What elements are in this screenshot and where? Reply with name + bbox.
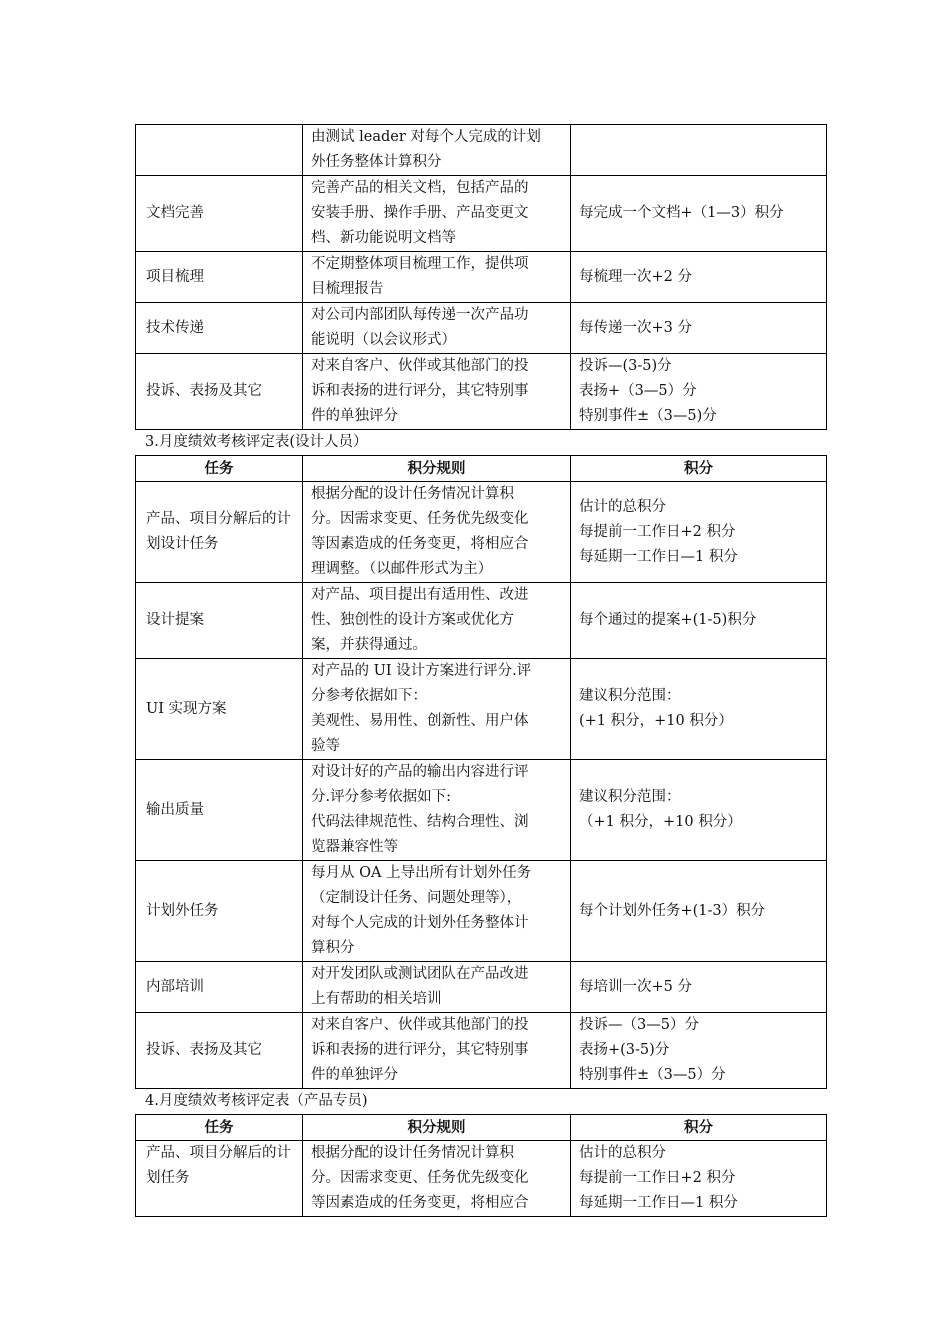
score-line: (+1 积分，+10 积分） xyxy=(579,713,733,729)
rule-line: 等因素造成的任务变更，将相应合 xyxy=(311,536,529,552)
rule-cell xyxy=(303,303,571,354)
task-cell xyxy=(136,583,303,659)
rule-line: 诉和表扬的进行评分，其它特别事 xyxy=(311,383,529,399)
rule-cell xyxy=(303,861,571,962)
score-cell xyxy=(571,962,827,1013)
task-cell xyxy=(136,354,303,430)
score-cell xyxy=(571,125,827,176)
score-cell xyxy=(571,354,827,430)
rule-line: 对来自客户、伙伴或其他部门的投 xyxy=(311,1017,529,1033)
score-line: 每延期一工作日—1 积分 xyxy=(579,1195,738,1211)
rule-line: 诉和表扬的进行评分，其它特别事 xyxy=(311,1042,529,1058)
task-cell xyxy=(136,861,303,962)
score-line: 估计的总积分 xyxy=(579,1145,666,1161)
table-row xyxy=(136,962,827,1013)
score-line: 每培训一次+5 分 xyxy=(579,978,692,995)
rule-line: 分。因需求变更、任务优先级变化 xyxy=(311,511,529,527)
header-rule: 积分规则 xyxy=(303,1115,571,1141)
score-cell xyxy=(571,252,827,303)
rule-line: 安装手册、操作手册、产品变更文 xyxy=(311,205,529,221)
rule-cell xyxy=(303,583,571,659)
rule-line: 由测试 leader 对每个人完成的计划 xyxy=(311,129,541,145)
task-label: UI 实现方案 xyxy=(146,700,227,717)
rule-cell xyxy=(303,125,571,176)
rule-line: 美观性、易用性、创新性、用户体 xyxy=(311,713,529,729)
score-cell xyxy=(571,659,827,760)
table-row xyxy=(136,760,827,861)
rule-line: （定制设计任务、问题处理等）， xyxy=(311,890,522,906)
rule-line: 对产品的 UI 设计方案进行评分.评 xyxy=(311,663,532,679)
rule-line: 对产品、项目提出有适用性、改进 xyxy=(311,587,529,603)
rule-line: 件的单独评分 xyxy=(311,1067,398,1083)
header-task: 任务 xyxy=(136,1115,303,1141)
task-cell xyxy=(136,760,303,861)
score-line: 建议积分范围： xyxy=(579,789,681,805)
table-row xyxy=(136,1141,827,1217)
task-label: 投诉、表扬及其它 xyxy=(146,383,262,399)
task-cell xyxy=(136,252,303,303)
header-score: 积分 xyxy=(571,456,827,482)
table-header-row xyxy=(136,1115,827,1141)
task-cell xyxy=(136,1141,303,1217)
rule-cell xyxy=(303,962,571,1013)
score-line: 表扬+（3—5）分 xyxy=(579,383,697,399)
task-label: 产品、项目分解后的计划任务 xyxy=(146,1145,291,1186)
table-row xyxy=(136,252,827,303)
score-cell xyxy=(571,760,827,861)
rule-line: 能说明（以会议形式） xyxy=(311,332,456,348)
task-cell xyxy=(136,1013,303,1089)
task-cell xyxy=(136,176,303,252)
rule-line: 根据分配的设计任务情况计算积 xyxy=(311,1145,514,1161)
score-cell xyxy=(571,861,827,962)
task-cell xyxy=(136,303,303,354)
score-cell xyxy=(571,1141,827,1217)
table-section4 xyxy=(135,1114,827,1217)
score-line: 投诉—（3—5）分 xyxy=(579,1017,699,1033)
task-label: 设计提案 xyxy=(146,612,204,628)
rule-line: 分。因需求变更、任务优先级变化 xyxy=(311,1170,529,1186)
rule-line: 对设计好的产品的输出内容进行评 xyxy=(311,764,529,780)
header-task: 任务 xyxy=(136,456,303,482)
task-label: 内部培训 xyxy=(146,978,204,995)
rule-line: 件的单独评分 xyxy=(311,408,398,424)
table-row xyxy=(136,354,827,430)
table-row xyxy=(136,659,827,760)
rule-line: 验等 xyxy=(311,738,340,754)
score-cell xyxy=(571,1013,827,1089)
rule-line: 每月从 OA 上导出所有计划外任务 xyxy=(311,865,532,881)
task-cell xyxy=(136,125,303,176)
rule-line: 根据分配的设计任务情况计算积 xyxy=(311,486,514,502)
task-cell xyxy=(136,962,303,1013)
table-row xyxy=(136,176,827,252)
table-row xyxy=(136,583,827,659)
table-row xyxy=(136,1013,827,1089)
section-3-title: 3.月度绩效考核评定表(设计人员） xyxy=(145,434,368,450)
task-cell xyxy=(136,659,303,760)
table-row xyxy=(136,125,827,176)
rule-line: 分.评分参考依据如下: xyxy=(311,789,451,805)
rule-line: 案，并获得通过。 xyxy=(311,637,427,653)
score-line: 特别事件±（3—5)分 xyxy=(579,408,717,424)
score-cell xyxy=(571,583,827,659)
score-line: 每梳理一次+2 分 xyxy=(579,268,692,285)
rule-line: 不定期整体项目梳理工作，提供项 xyxy=(311,256,529,272)
rule-line: 览器兼容性等 xyxy=(311,839,398,855)
score-line: 每传递一次+3 分 xyxy=(579,319,692,336)
rule-line: 外任务整体计算积分 xyxy=(311,154,442,170)
task-label: 产品、项目分解后的计划设计任务 xyxy=(146,511,291,552)
rule-cell xyxy=(303,482,571,583)
score-line: 每个计划外任务+(1-3）积分 xyxy=(579,902,766,919)
task-cell xyxy=(136,482,303,583)
header-rule: 积分规则 xyxy=(303,456,571,482)
rule-line: 等因素造成的任务变更，将相应合 xyxy=(311,1195,529,1211)
score-line: 每个通过的提案+(1-5)积分 xyxy=(579,612,757,628)
rule-cell xyxy=(303,354,571,430)
document-page xyxy=(135,124,826,1217)
rule-cell xyxy=(303,659,571,760)
rule-line: 对开发团队或测试团队在产品改进 xyxy=(311,966,529,982)
task-label: 文档完善 xyxy=(146,205,204,221)
task-label: 项目梳理 xyxy=(146,268,204,285)
rule-line: 代码法律规范性、结构合理性、浏 xyxy=(311,814,529,830)
rule-line: 完善产品的相关文档，包括产品的 xyxy=(311,180,529,196)
task-label: 输出质量 xyxy=(146,801,204,818)
rule-line: 对每个人完成的计划外任务整体计 xyxy=(311,915,529,931)
rule-line: 算积分 xyxy=(311,940,355,956)
task-label: 计划外任务 xyxy=(146,902,219,919)
score-cell xyxy=(571,482,827,583)
score-line: 每延期一工作日—1 积分 xyxy=(579,548,738,565)
table-row xyxy=(136,482,827,583)
score-line: 估计的总积分 xyxy=(579,498,666,515)
table-section3 xyxy=(135,455,827,1089)
table-row xyxy=(136,861,827,962)
rule-line: 对公司内部团队每传递一次产品功 xyxy=(311,307,529,323)
rule-line: 上有帮助的相关培训 xyxy=(311,991,442,1007)
score-line: 投诉—(3-5)分 xyxy=(579,358,672,374)
rule-line: 理调整。（以邮件形式为主） xyxy=(311,561,493,577)
score-line: 每提前一工作日+2 积分 xyxy=(579,1170,736,1186)
task-label: 技术传递 xyxy=(146,319,204,336)
table-section2-continued xyxy=(135,124,827,430)
table-row xyxy=(136,303,827,354)
rule-line: 性、独创性的设计方案或优化方 xyxy=(311,612,514,628)
table-header-row xyxy=(136,456,827,482)
score-line: 特别事件±（3—5）分 xyxy=(579,1067,726,1083)
header-score: 积分 xyxy=(571,1115,827,1141)
rule-line: 分参考依据如下： xyxy=(311,688,427,704)
task-label: 投诉、表扬及其它 xyxy=(146,1042,262,1058)
rule-cell xyxy=(303,176,571,252)
rule-cell xyxy=(303,252,571,303)
score-cell xyxy=(571,176,827,252)
rule-cell xyxy=(303,1013,571,1089)
rule-cell xyxy=(303,1141,571,1217)
score-line: 每完成一个文档+（1—3）积分 xyxy=(579,205,784,221)
score-line: （+1 积分，+10 积分） xyxy=(579,814,742,830)
score-line: 表扬+(3-5)分 xyxy=(579,1042,670,1058)
score-line: 每提前一工作日+2 积分 xyxy=(579,523,736,540)
rule-line: 档、新功能说明文档等 xyxy=(311,230,456,246)
rule-line: 目梳理报告 xyxy=(311,281,384,297)
rule-line: 对来自客户、伙伴或其他部门的投 xyxy=(311,358,529,374)
section-4-title: 4.月度绩效考核评定表（产品专员) xyxy=(145,1093,368,1109)
score-cell xyxy=(571,303,827,354)
rule-cell xyxy=(303,760,571,861)
score-line: 建议积分范围： xyxy=(579,688,681,704)
